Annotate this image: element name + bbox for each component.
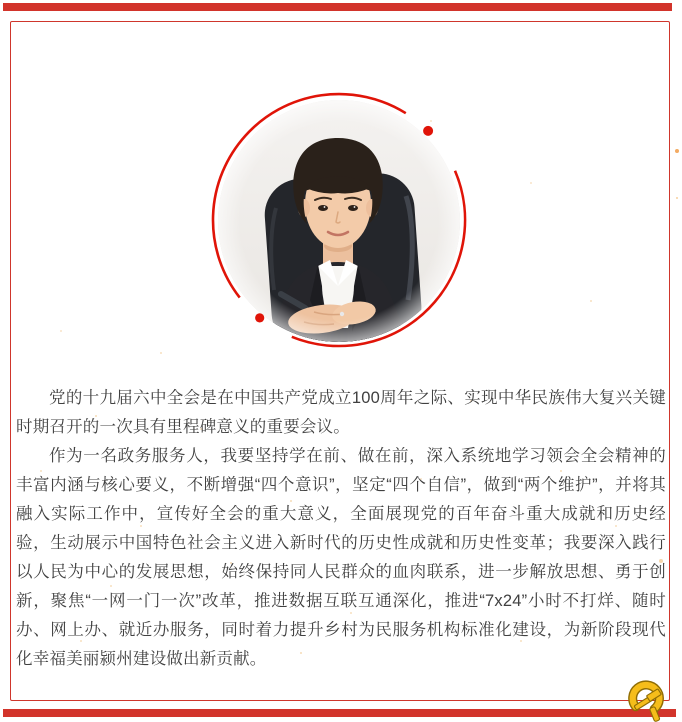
party-emblem-icon <box>617 681 673 722</box>
article-paragraph-2: 作为一名政务服务人，我要坚持学在前、做在前，深入系统地学习领会全会精神的丰富内涵与核心要义，不断增强“四个意识”，坚定“四个自信”，做到“两个维护”，并将其融入实际工作中，宣传好全会的重大意义，全面展现党的百年奋斗重大成就和历史经验，生动展示中国特色社会主义进入新时代的历史性成就和历史性变革；我要深入践行以人民为中心的发展思想，始终保持同人民群众的血肉联系，进一步解放思想、勇于创新，聚焦“一网一门一次”改革，推进数据互联互通深化，推进“7x24”小时不打烊、随时办、网上办、就近办服务，同时着力提升乡村为民服务机构标准化建设，为新阶段现代化幸福美丽颍州建设做出新贡献。 <box>16 447 666 668</box>
bottom-red-bar <box>3 709 676 717</box>
article-paragraph-1: 党的十九届六中全会是在中国共产党成立100周年之际、实现中华民族伟大复兴关键时期召开的一次具有里程碑意义的重要会议。 <box>16 389 666 436</box>
ring-dot-bottom-left <box>255 313 264 322</box>
scan-noise-speckles <box>0 0 2 2</box>
decorative-ring-icon <box>204 85 474 355</box>
ring-dot-top-right <box>423 126 433 136</box>
article-body <box>16 384 666 674</box>
top-red-bar <box>3 3 672 11</box>
